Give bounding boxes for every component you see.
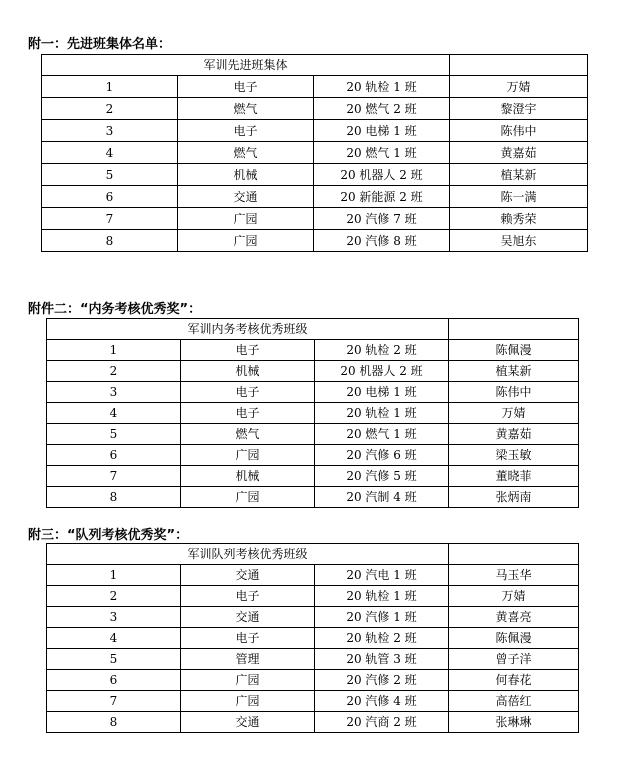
cell-class: 20 汽修 5 班 [315,466,449,487]
cell-no: 4 [47,628,181,649]
cell-dept: 电子 [178,120,314,142]
table-row [47,403,579,424]
table-header-row [47,544,579,565]
cell-person: 植某新 [449,361,579,382]
cell-person: 张琳琳 [449,712,579,733]
table-row [42,142,588,164]
table-row [42,76,588,98]
cell-person: 何春花 [449,670,579,691]
table-row [47,466,579,487]
cell-person: 万婧 [449,586,579,607]
cell-person: 张炳南 [449,487,579,508]
cell-person: 曾子洋 [449,649,579,670]
table-row [47,628,579,649]
cell-person: 万婧 [450,76,588,98]
cell-dept: 电子 [181,340,315,361]
cell-person: 黄喜亮 [449,607,579,628]
cell-no: 8 [47,712,181,733]
table-row [47,565,579,586]
cell-dept: 机械 [181,466,315,487]
cell-no: 2 [47,586,181,607]
cell-person: 马玉华 [449,565,579,586]
section-1-table [41,54,588,252]
cell-class: 20 电梯 1 班 [315,382,449,403]
cell-dept: 燃气 [181,424,315,445]
cell-dept: 机械 [178,164,314,186]
section-1-heading: 附一：先进班集体名单： [28,37,172,52]
cell-person: 梁玉敏 [449,445,579,466]
cell-class: 20 轨管 3 班 [315,649,449,670]
cell-class: 20 轨检 1 班 [315,586,449,607]
cell-class: 20 燃气 1 班 [315,424,449,445]
cell-no: 3 [47,607,181,628]
table-header-row [42,55,588,76]
table-title: 军训内务考核优秀班级 [47,319,449,340]
section-2-table [46,318,579,508]
empty-header-cell [449,319,579,340]
table-title: 军训队列考核优秀班级 [47,544,449,565]
table-row [47,670,579,691]
cell-class: 20 轨检 1 班 [314,76,450,98]
cell-dept: 广园 [181,445,315,466]
cell-class: 20 机器人 2 班 [314,164,450,186]
table-row [42,208,588,230]
cell-class: 20 汽修 8 班 [314,230,450,252]
cell-class: 20 电梯 1 班 [314,120,450,142]
cell-dept: 燃气 [178,98,314,120]
table-row [42,120,588,142]
section-2-heading: 附件二：“内务考核优秀奖”： [28,302,202,317]
table-row [47,586,579,607]
cell-dept: 广园 [178,208,314,230]
cell-no: 1 [47,565,181,586]
table-row [47,649,579,670]
cell-no: 3 [47,382,181,403]
cell-person: 万婧 [449,403,579,424]
cell-no: 5 [47,424,181,445]
cell-no: 1 [42,76,178,98]
cell-no: 6 [47,445,181,466]
section-3-heading: 附三：“队列考核优秀奖”： [28,528,189,543]
cell-no: 4 [47,403,181,424]
cell-dept: 广园 [181,670,315,691]
cell-dept: 电子 [181,382,315,403]
table-row [47,445,579,466]
cell-dept: 机械 [181,361,315,382]
table-row [47,382,579,403]
cell-class: 20 汽商 2 班 [315,712,449,733]
cell-person: 高蓓红 [449,691,579,712]
cell-class: 20 汽修 7 班 [314,208,450,230]
cell-class: 20 汽制 4 班 [315,487,449,508]
empty-header-cell [450,55,588,76]
table-row [42,164,588,186]
cell-no: 6 [47,670,181,691]
cell-dept: 电子 [181,628,315,649]
empty-header-cell [449,544,579,565]
table-row [47,361,579,382]
cell-no: 1 [47,340,181,361]
cell-dept: 交通 [181,712,315,733]
table-row [47,487,579,508]
cell-person: 陈佩漫 [449,628,579,649]
cell-no: 6 [42,186,178,208]
cell-no: 7 [47,691,181,712]
cell-dept: 广园 [178,230,314,252]
cell-class: 20 燃气 1 班 [314,142,450,164]
cell-person: 陈伟中 [449,382,579,403]
cell-dept: 电子 [181,403,315,424]
cell-person: 吴旭东 [450,230,588,252]
cell-person: 黄嘉茹 [449,424,579,445]
cell-no: 8 [47,487,181,508]
cell-no: 4 [42,142,178,164]
table-row [42,186,588,208]
cell-person: 董晓菲 [449,466,579,487]
cell-dept: 管理 [181,649,315,670]
cell-class: 20 汽修 4 班 [315,691,449,712]
cell-class: 20 轨检 2 班 [315,628,449,649]
table-row [47,691,579,712]
table-row [47,424,579,445]
cell-no: 8 [42,230,178,252]
cell-class: 20 轨检 2 班 [315,340,449,361]
cell-no: 5 [47,649,181,670]
cell-dept: 交通 [181,607,315,628]
cell-no: 7 [42,208,178,230]
cell-person: 陈伟中 [450,120,588,142]
cell-class: 20 汽电 1 班 [315,565,449,586]
table-title: 军训先进班集体 [42,55,450,76]
table-row [47,340,579,361]
table-row [42,230,588,252]
cell-person: 黄嘉茹 [450,142,588,164]
cell-class: 20 汽修 2 班 [315,670,449,691]
cell-dept: 交通 [178,186,314,208]
cell-dept: 交通 [181,565,315,586]
cell-dept: 广园 [181,691,315,712]
cell-no: 7 [47,466,181,487]
cell-dept: 广园 [181,487,315,508]
table-row [42,98,588,120]
cell-person: 植某新 [450,164,588,186]
cell-person: 陈一满 [450,186,588,208]
table-header-row [47,319,579,340]
cell-no: 2 [47,361,181,382]
section-3-table [46,543,579,733]
table-row [47,712,579,733]
cell-person: 陈佩漫 [449,340,579,361]
cell-person: 黎澄宇 [450,98,588,120]
cell-dept: 燃气 [178,142,314,164]
cell-no: 2 [42,98,178,120]
cell-class: 20 汽修 6 班 [315,445,449,466]
table-row [47,607,579,628]
cell-person: 赖秀荣 [450,208,588,230]
cell-class: 20 机器人 2 班 [315,361,449,382]
cell-no: 5 [42,164,178,186]
cell-dept: 电子 [181,586,315,607]
cell-no: 3 [42,120,178,142]
cell-class: 20 燃气 2 班 [314,98,450,120]
cell-class: 20 汽修 1 班 [315,607,449,628]
cell-class: 20 新能源 2 班 [314,186,450,208]
cell-dept: 电子 [178,76,314,98]
cell-class: 20 轨检 1 班 [315,403,449,424]
